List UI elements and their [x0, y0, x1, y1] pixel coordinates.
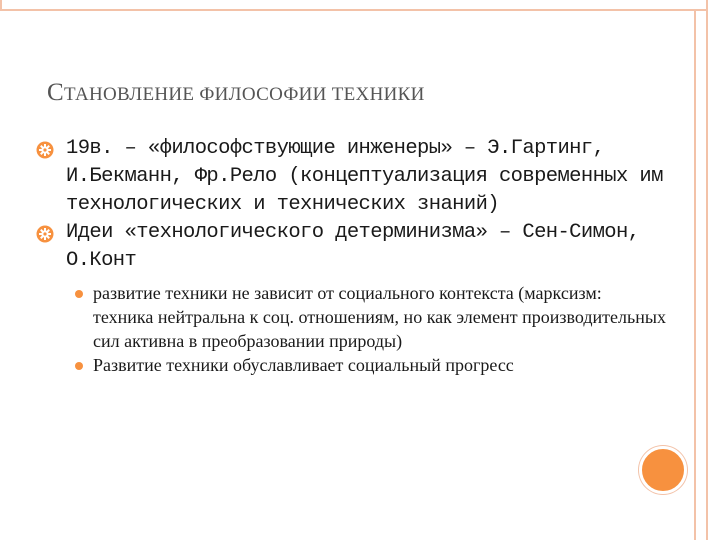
sub-bullet-list [66, 281, 666, 377]
dot-bullet-icon [75, 362, 83, 370]
frame-right-outer-line [706, 0, 708, 540]
bullet-text-2: Идеи «технологического детерминизма» – Сен-Симон, О.Конт [66, 221, 640, 272]
slide-title-first-letter: С [47, 79, 64, 106]
frame-top-line [0, 9, 706, 11]
frame-right-inner-line [694, 9, 696, 540]
bullet-text-1: 19в. – «философствующие инженеры» – Э.Гартинг, И.Бекманн, Фр.Рело (концептуализация современных им технологических и технических знаний) [66, 137, 663, 216]
bullet-item-2 [46, 219, 666, 377]
frame-left-tick [0, 0, 2, 11]
slide-title-rest: ТАНОВЛЕНИЕ ФИЛОСОФИИ ТЕХНИКИ [63, 84, 425, 105]
dot-bullet-icon [75, 290, 83, 298]
gear-bullet-icon [36, 141, 54, 159]
sub-bullet-item-1 [66, 281, 666, 353]
bullet-item-1 [46, 135, 666, 219]
gear-bullet-icon [36, 225, 54, 243]
sub-bullet-item-2 [66, 353, 666, 377]
sub-bullet-text-1: развитие техники не зависит от социального контекста (марксизм: техника нейтральна к соц. отношениям, но как элемент производительных сил активна в преобразовании природы) [93, 283, 666, 351]
orange-circle-icon [639, 446, 687, 494]
slide-title [47, 79, 425, 107]
bullet-list [46, 135, 666, 377]
sub-bullet-text-2: Развитие техники обуславливает социальный прогресс [93, 355, 514, 375]
